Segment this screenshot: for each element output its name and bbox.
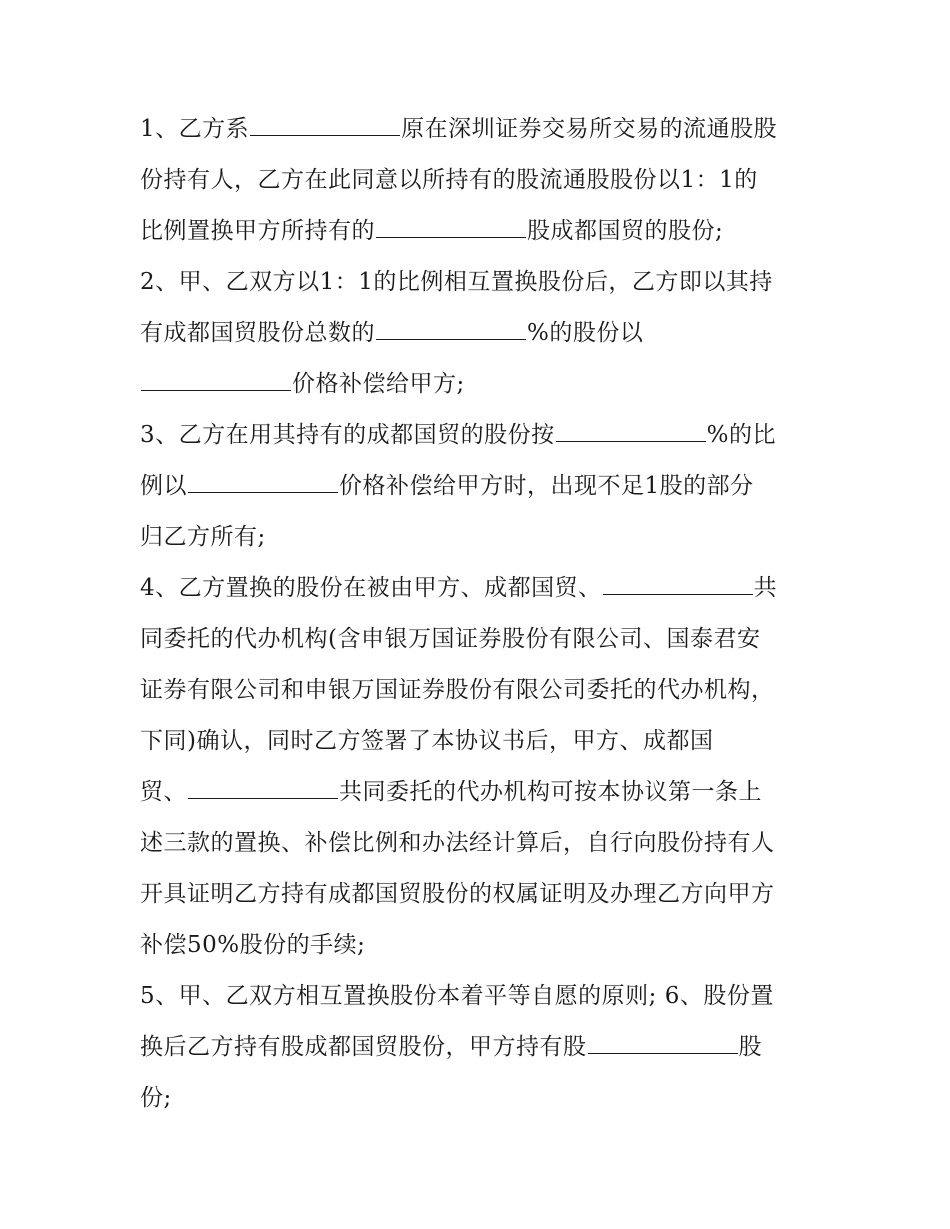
text-segment: 换后乙方持有股成都国贸股份，甲方持有股	[140, 1034, 587, 1060]
text-segment: 述三款的置换、补偿比例和办法经计算后，自行向股份持有人	[140, 830, 775, 856]
text-segment: 补偿50%股份的手续;	[140, 932, 366, 958]
text-segment: 1、乙方系	[140, 116, 250, 142]
text-segment: %的比	[706, 422, 776, 448]
fill-in-blank	[141, 364, 291, 391]
document-body	[140, 104, 830, 1124]
text-segment: 贸、	[140, 779, 187, 805]
text-segment: 有成都国贸股份总数的	[140, 320, 375, 346]
text-segment: 同委托的代办机构(含申银万国证券股份有限公司、国泰君安	[140, 626, 761, 652]
text-line	[140, 920, 830, 971]
fill-in-blank	[250, 109, 400, 136]
text-segment: 例以	[140, 473, 187, 499]
text-segment: 原在深圳证券交易所交易的流通股股	[401, 116, 778, 142]
fill-in-blank	[588, 1027, 738, 1054]
text-line	[140, 257, 830, 308]
text-segment: 股	[738, 1034, 762, 1060]
fill-in-blank	[556, 415, 706, 442]
text-segment: 开具证明乙方持有成都国贸股份的权属证明及办理乙方向甲方	[140, 881, 775, 907]
text-segment: 4、乙方置换的股份在被由甲方、成都国贸、	[140, 575, 602, 601]
text-segment: 价格补偿给甲方时，出现不足1股的部分	[339, 473, 754, 499]
text-line	[140, 104, 830, 155]
text-segment: 比例置换甲方所持有的	[140, 218, 375, 244]
text-line	[140, 563, 830, 614]
fill-in-blank	[376, 313, 526, 340]
text-segment: 份;	[140, 1085, 172, 1111]
text-line	[140, 206, 830, 257]
text-segment: 共同委托的代办机构可按本协议第一条上	[339, 779, 762, 805]
text-line	[140, 155, 830, 206]
text-segment: 份持有人，乙方在此同意以所持有的股流通股股份以1：1的	[140, 167, 758, 193]
text-line	[140, 971, 830, 1022]
text-segment: 归乙方所有;	[140, 524, 266, 550]
text-segment: 下同)确认，同时乙方签署了本协议书后，甲方、成都国	[140, 728, 714, 754]
text-segment: 证券有限公司和申银万国证券股份有限公司委托的代办机构，	[140, 677, 775, 703]
text-segment: 股成都国贸的股份;	[527, 218, 724, 244]
text-line	[140, 716, 830, 767]
text-segment: 3、乙方在用其持有的成都国贸的股份按	[140, 422, 555, 448]
text-segment: 5、甲、乙双方相互置换股份本着平等自愿的原则; 6、股份置	[140, 983, 774, 1009]
text-line	[140, 614, 830, 665]
text-line	[140, 308, 830, 359]
text-line	[140, 1073, 830, 1124]
text-line	[140, 359, 830, 410]
fill-in-blank	[603, 568, 753, 595]
text-line	[140, 512, 830, 563]
text-line	[140, 410, 830, 461]
fill-in-blank	[188, 772, 338, 799]
text-segment: 共	[753, 575, 778, 601]
text-line	[140, 818, 830, 869]
fill-in-blank	[376, 211, 526, 238]
text-line	[140, 1022, 830, 1073]
text-segment: 2、甲、乙双方以1：1的比例相互置换股份后，乙方即以其持	[140, 269, 773, 295]
fill-in-blank	[188, 466, 338, 493]
text-line	[140, 767, 830, 818]
text-line	[140, 869, 830, 920]
text-segment: 价格补偿给甲方;	[292, 371, 465, 397]
text-line	[140, 461, 830, 512]
text-segment: %的股份以	[527, 320, 644, 346]
text-line	[140, 665, 830, 716]
